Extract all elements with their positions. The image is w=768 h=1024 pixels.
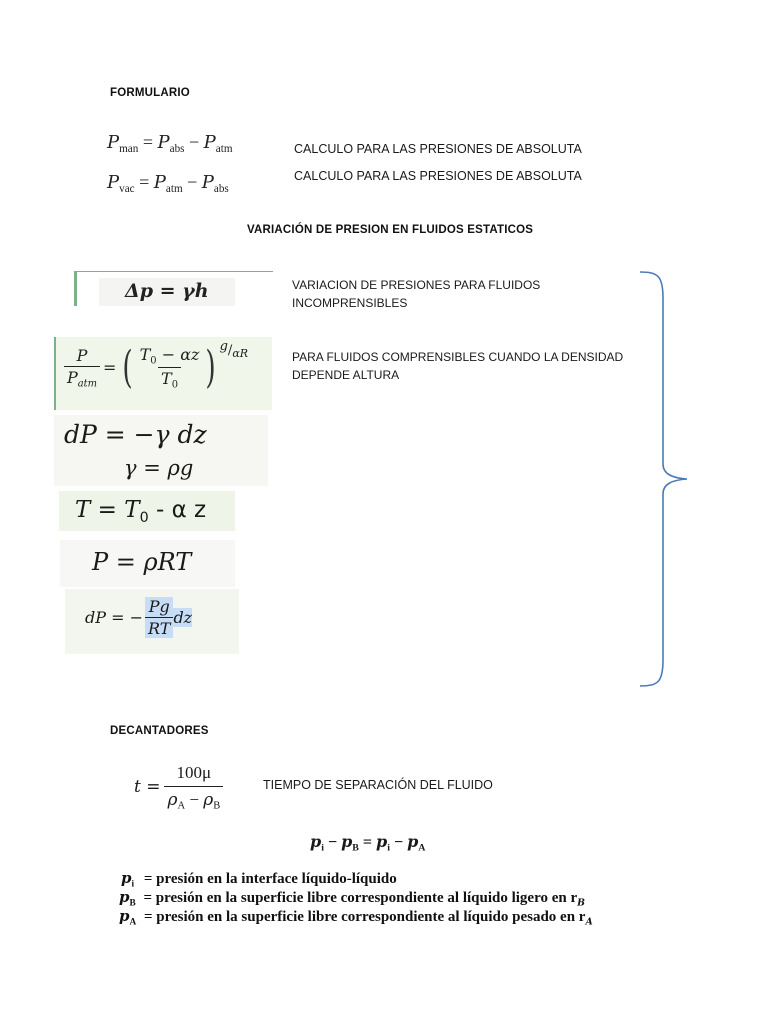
formula-incompresible: Δp = γh: [125, 280, 209, 302]
label-compresible: PARA FLUIDOS COMPRENSIBLES CUANDO LA DENSIDAD DEPENDE ALTURA: [292, 350, 624, 382]
formula-dp: dP = −γ dz: [64, 420, 207, 449]
formula-gamma: γ = ρg: [124, 456, 194, 480]
formula-dp-box: [54, 415, 268, 486]
formula-ratio-box: [54, 337, 272, 410]
definition-pa: $p_A$ = presión en la superficie libre correspondiente al líquido pesado en $r_A$: [119, 907, 593, 928]
label-incompresible: VARIACION DE PRESIONES PARA FLUIDOS INCOMPRENSIBLES: [292, 278, 541, 310]
definition-pi: $p_i$ = presión en la interface líquido-líquido: [121, 869, 397, 890]
decantadores-title: DECANTADORES: [110, 725, 209, 737]
formula-ratio: $\frac{P}{P_{atm}}$ = ( $\frac{T_0 - \alpha z}{T_0}$ ) $g/_{\alpha R}$: [64, 345, 248, 391]
formula-dp2-box: [65, 589, 239, 654]
formula-p-vac: $P_{vac} = P_{atm} - P_{abs}$: [107, 172, 229, 195]
definition-pb: $p_B$ = presión en la superficie libre correspondiente al líquido ligero en $r_B$: [119, 888, 585, 909]
formulario-title: FORMULARIO: [110, 87, 190, 99]
variacion-title: VARIACIÓN DE PRESION EN FLUIDOS ESTATICOS: [247, 224, 534, 236]
formula-balance: $p_i - p_B = p_i - p_A$: [310, 832, 426, 854]
formula-time: t = $\frac{100\mu}{\rho_A - \rho_B}$: [134, 763, 223, 812]
formula-gas-box: [60, 540, 235, 587]
formula-incompresible-box: [74, 271, 273, 306]
label-p-vac: CALCULO PARA LAS PRESIONES DE ABSOLUTA: [294, 169, 582, 183]
formula-dp2: dP = − $\frac{Pg}{RT}$ dz: [85, 597, 193, 638]
formula-gas: P = ρRT: [92, 548, 192, 576]
right-brace: [636, 268, 692, 690]
formula-p-man: $P_{man} = P_{abs} - P_{atm}$: [107, 132, 233, 155]
label-p-man: CALCULO PARA LAS PRESIONES DE ABSOLUTA: [294, 142, 582, 156]
formula-t: $T = T_0 - \alpha$ z: [75, 497, 207, 526]
formula-t-box: [59, 491, 235, 531]
label-time: TIEMPO DE SEPARACIÓN DEL FLUIDO: [263, 778, 493, 792]
